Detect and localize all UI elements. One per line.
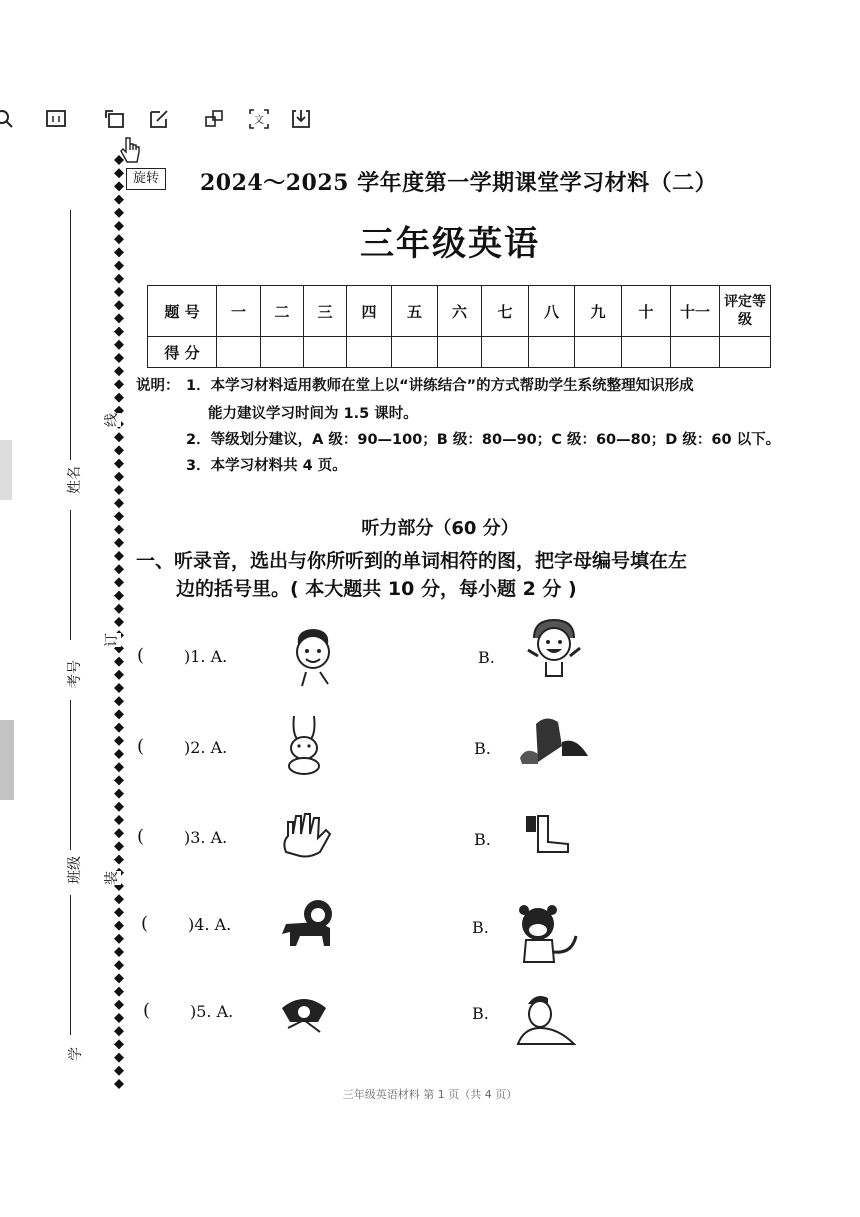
leg-picture[interactable]	[522, 812, 572, 856]
score-cell[interactable]	[529, 337, 575, 368]
table-header-cell: 七	[482, 286, 529, 337]
table-header-cell: 评定等级	[720, 286, 771, 337]
score-row-label: 得 分	[148, 337, 217, 368]
answer-paren-open: (	[141, 913, 149, 934]
score-cell[interactable]	[261, 337, 304, 368]
tiger-picture[interactable]	[512, 904, 580, 966]
binding-rule	[70, 895, 71, 1035]
lion-picture[interactable]	[278, 898, 342, 950]
table-header-cell: 六	[438, 286, 482, 337]
hand-picture[interactable]	[280, 812, 332, 860]
item-2-option-b: B.	[474, 739, 491, 758]
crop-icon[interactable]	[204, 108, 226, 130]
class-label: 班级	[67, 856, 83, 884]
answer-paren-open: (	[137, 736, 145, 757]
binding-rule	[70, 700, 71, 850]
notes-prefix: 说明：	[136, 378, 180, 394]
order-char: 订	[101, 633, 121, 647]
grandpa-picture[interactable]	[514, 992, 576, 1046]
answer-paren-open: (	[143, 1000, 151, 1021]
boy-picture[interactable]	[288, 624, 338, 688]
rabbit-picture[interactable]	[282, 712, 326, 776]
question-1-line-1: 一、听录音，选出与你所听到的单词相符的图，把字母编号填在左	[136, 550, 688, 572]
kite-picture[interactable]	[278, 992, 330, 1042]
score-cell[interactable]	[217, 337, 261, 368]
girl-picture[interactable]	[522, 614, 586, 682]
question-1-line-2: 边的括号里。( 本大题共 10 分，每小题 2 分 )	[176, 578, 577, 600]
search-icon[interactable]	[0, 108, 16, 130]
edit-icon[interactable]	[148, 108, 170, 130]
score-cell[interactable]	[438, 337, 482, 368]
item-1-option-b: B.	[478, 648, 495, 667]
thumbnail-icon[interactable]	[45, 108, 67, 130]
school-label: 学	[68, 1047, 84, 1061]
rotate-icon[interactable]	[104, 108, 126, 130]
scan-text-icon[interactable]	[248, 108, 270, 130]
score-cell[interactable]	[392, 337, 438, 368]
note-1-line-1: 1．本学习材料适用教师在堂上以“讲练结合”的方式帮助学生系统整理知识形成	[186, 378, 694, 394]
name-label: 姓名	[67, 466, 83, 494]
table-header-cell: 三	[304, 286, 347, 337]
seat-number-label: 考号	[67, 660, 83, 688]
item-3-label: )3. A.	[184, 828, 228, 847]
score-cell[interactable]	[347, 337, 392, 368]
rotate-button[interactable]: 旋转	[126, 168, 166, 190]
scan-smudge	[0, 440, 12, 500]
item-5-label: )5. A.	[190, 1002, 234, 1021]
table-header-cell: 题 号	[148, 286, 217, 337]
dog-picture[interactable]	[516, 714, 592, 770]
table-header-cell: 五	[392, 286, 438, 337]
subject-title: 三年级英语	[360, 224, 540, 264]
score-cell[interactable]	[622, 337, 671, 368]
score-cell[interactable]	[671, 337, 720, 368]
item-5-option-b: B.	[472, 1004, 489, 1023]
answer-paren-open: (	[137, 645, 145, 666]
score-cell[interactable]	[482, 337, 529, 368]
item-2-label: )2. A.	[184, 738, 228, 757]
item-1-label: )1. A.	[184, 647, 228, 666]
svg-text:文: 文	[254, 115, 264, 126]
binding-dotted-line	[112, 152, 126, 1092]
table-header-cell: 十	[622, 286, 671, 337]
score-cell[interactable]	[304, 337, 347, 368]
note-3: 3．本学习材料共 4 页。	[186, 458, 347, 474]
table-header-cell: 九	[575, 286, 622, 337]
score-cell[interactable]	[720, 337, 771, 368]
scan-smudge	[0, 720, 14, 800]
table-header-cell: 二	[261, 286, 304, 337]
binding-rule	[70, 510, 71, 640]
page-footer: 三年级英语材料 第 1 页（共 4 页）	[342, 1088, 518, 1101]
note-2: 2．等级划分建议，A 级：90—100；B 级：80—90；C 级：60—80；D 级：60 以下。	[186, 432, 781, 448]
item-4-label: )4. A.	[188, 915, 232, 934]
line-char: 线	[101, 413, 121, 427]
score-table	[147, 285, 771, 368]
answer-paren-open: (	[137, 826, 145, 847]
document-title: 2024～2025 学年度第一学期课堂学习材料（二）	[200, 170, 718, 196]
item-3-option-b: B.	[474, 830, 491, 849]
table-header-cell: 十一	[671, 286, 720, 337]
table-header-cell: 一	[217, 286, 261, 337]
note-1-line-2: 能力建议学习时间为 1.5 课时。	[208, 406, 418, 422]
score-cell[interactable]	[575, 337, 622, 368]
table-header-cell: 四	[347, 286, 392, 337]
binding-rule	[70, 210, 71, 460]
listening-section-title: 听力部分（60 分）	[361, 518, 519, 539]
table-header-cell: 八	[529, 286, 575, 337]
item-4-option-b: B.	[472, 918, 489, 937]
download-icon[interactable]	[290, 108, 312, 130]
bind-char: 装	[101, 871, 121, 885]
